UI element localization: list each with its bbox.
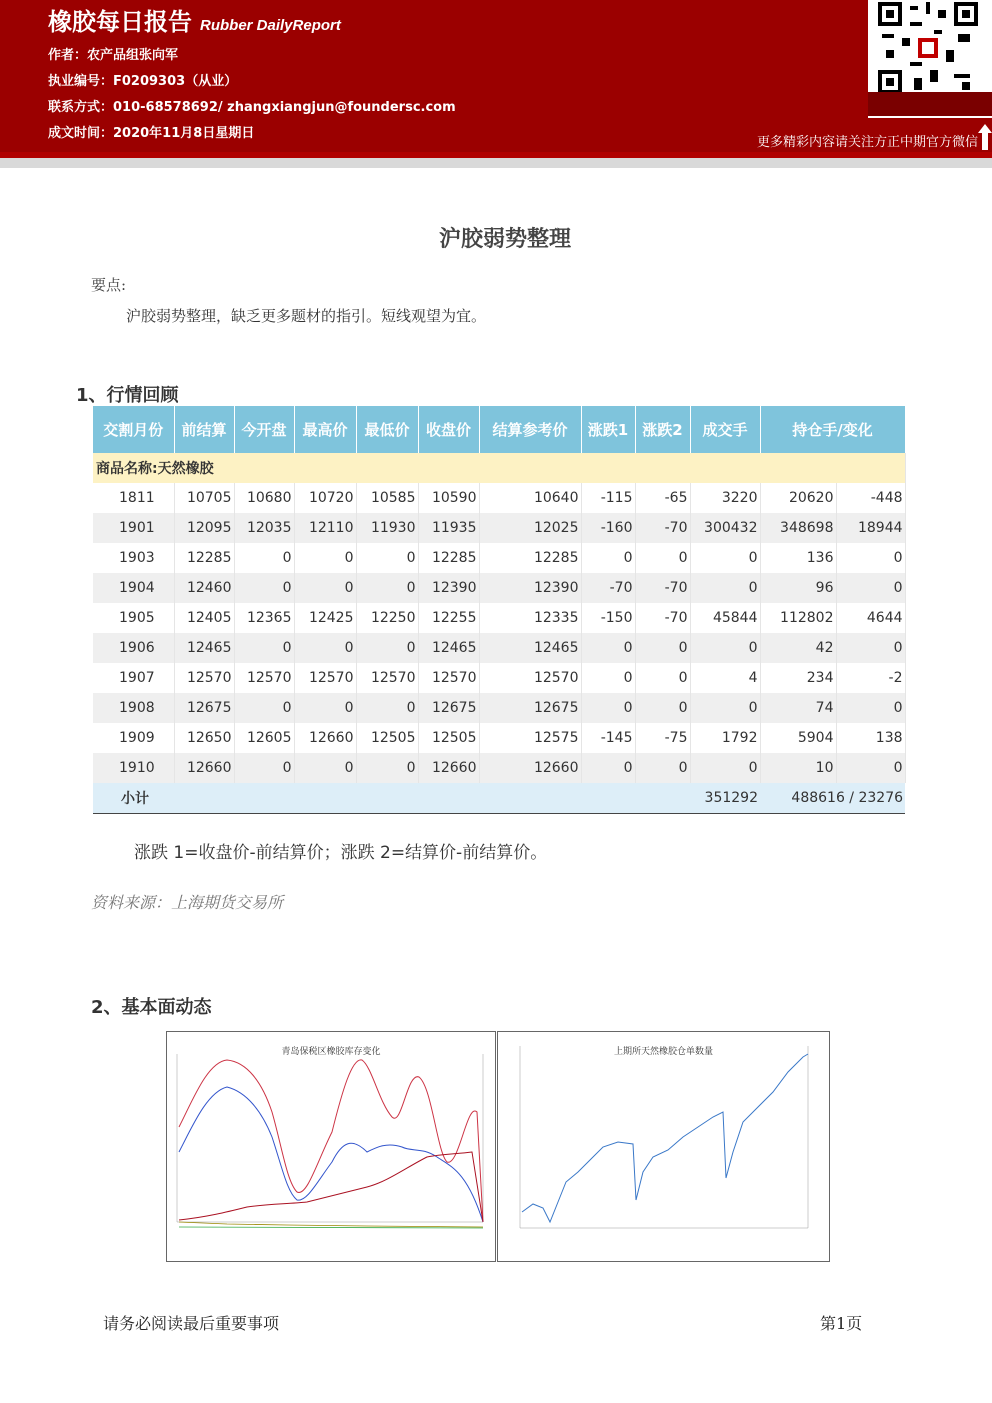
table-cell: 12660 [479,753,581,783]
table-cell: 1908 [93,693,174,723]
product-name: 商品名称:天然橡胶 [93,453,905,483]
table-cell: 0 [356,633,418,663]
section-1-title: 1、行情回顾 [76,385,179,406]
table-cell: 12570 [234,663,294,693]
table-cell: -70 [635,603,690,633]
market-table [93,406,906,814]
table-cell: 12650 [174,723,234,753]
table-cell: 136 [760,543,836,573]
warehouse-receipt-chart-title: 上期所天然橡胶仓单数量 [613,1047,713,1057]
table-cell: 12095 [174,513,234,543]
table-cell: 12460 [174,573,234,603]
contact-info: 联系方式：010-68578692/ zhangxiangjun@foundersc.com [48,100,456,115]
table-cell: 0 [356,753,418,783]
table-cell: 0 [836,693,905,723]
table-cell: 10720 [294,483,356,513]
inventory-chart [166,1031,496,1262]
total-label: 小计 [93,783,690,814]
table-cell: 1910 [93,753,174,783]
section-2-title: 2、基本面动态 [91,997,212,1018]
col-header: 最低价 [356,406,418,453]
table-cell: -448 [836,483,905,513]
table-cell: 74 [760,693,836,723]
table-cell: 12505 [356,723,418,753]
table-cell: 45844 [690,603,760,633]
table-cell: 0 [294,753,356,783]
table-cell: 0 [356,693,418,723]
table-row [93,723,905,753]
table-cell: 12675 [479,693,581,723]
table-row [93,693,905,723]
table-cell: 12285 [479,543,581,573]
table-cell: 42 [760,633,836,663]
total-volume: 351292 [690,783,760,814]
table-cell: -70 [635,513,690,543]
table-cell: 0 [581,753,635,783]
table-header-row [93,406,905,453]
table-cell: 0 [356,573,418,603]
table-cell: 10680 [234,483,294,513]
table-cell: 12505 [418,723,479,753]
table-cell: 0 [581,663,635,693]
table-cell: 1905 [93,603,174,633]
table-cell: 12110 [294,513,356,543]
table-cell: 0 [234,693,294,723]
table-cell: 11930 [356,513,418,543]
product-row [93,453,905,483]
table-cell: 138 [836,723,905,753]
table-cell: -75 [635,723,690,753]
table-cell: 18944 [836,513,905,543]
col-header: 持仓手/变化 [760,406,905,453]
table-cell: 0 [690,543,760,573]
col-header: 最高价 [294,406,356,453]
table-cell: 0 [581,543,635,573]
report-date: 成文时间：2020年11月8日星期日 [48,126,255,141]
table-cell: -150 [581,603,635,633]
footer-notice: 请务必阅读最后重要事项 [103,1314,280,1333]
table-cell: 0 [836,633,905,663]
col-header: 涨跌2 [635,406,690,453]
table-cell: 12405 [174,603,234,633]
document-title: 沪胶弱势整理 [438,227,571,252]
table-cell: 12675 [174,693,234,723]
table-row [93,603,905,633]
header-band [0,158,992,168]
table-cell: 5904 [760,723,836,753]
table-cell: 12365 [234,603,294,633]
table-cell: 12660 [294,723,356,753]
table-cell: 0 [836,543,905,573]
warehouse-receipt-chart [497,1031,830,1262]
table-cell: 0 [294,573,356,603]
table-cell: -2 [836,663,905,693]
table-cell: 96 [760,573,836,603]
table-cell: -160 [581,513,635,543]
col-header: 收盘价 [418,406,479,453]
report-title-en: Rubber DailyReport [200,17,341,34]
key-points-label: 要点: [91,276,127,294]
table-cell: 12285 [418,543,479,573]
table-cell: 1906 [93,633,174,663]
table-cell: 0 [581,693,635,723]
table-row [93,663,905,693]
table-cell: 10 [760,753,836,783]
warehouse-receipt-chart-plot [498,1032,829,1261]
table-cell: 12570 [294,663,356,693]
table-cell: 112802 [760,603,836,633]
table-cell: 12570 [174,663,234,693]
table-cell: 1907 [93,663,174,693]
table-cell: 0 [581,633,635,663]
table-row [93,483,905,513]
table-cell: 1792 [690,723,760,753]
table-cell: 11935 [418,513,479,543]
key-points-text: 沪胶弱势整理，缺乏更多题材的指引。短线观望为宜。 [126,307,487,325]
table-cell: 0 [836,573,905,603]
table-cell: -145 [581,723,635,753]
table-row [93,573,905,603]
table-cell: -65 [635,483,690,513]
table-row [93,513,905,543]
table-cell: 0 [234,573,294,603]
table-cell: -115 [581,483,635,513]
table-cell: 0 [356,543,418,573]
table-cell: 12675 [418,693,479,723]
table-cell: 300432 [690,513,760,543]
col-header: 交割月份 [93,406,174,453]
table-cell: 12285 [174,543,234,573]
table-cell: 4644 [836,603,905,633]
table-cell: 12255 [418,603,479,633]
table-row [93,633,905,663]
table-cell: 0 [836,753,905,783]
table-cell: 0 [294,693,356,723]
table-cell: 12025 [479,513,581,543]
table-row [93,543,905,573]
table-cell: 20620 [760,483,836,513]
table-cell: -70 [635,573,690,603]
follow-wechat-text: 更多精彩内容请关注方正中期官方微信 [756,135,978,150]
table-cell: 10590 [418,483,479,513]
table-cell: 12570 [418,663,479,693]
qr-code-icon [878,2,978,94]
total-open-interest: 488616 / 23276 [760,783,905,814]
table-cell: 348698 [760,513,836,543]
table-cell: 12465 [418,633,479,663]
table-cell: 0 [234,753,294,783]
table-cell: 12390 [479,573,581,603]
table-cell: 0 [635,543,690,573]
table-cell: 12570 [356,663,418,693]
col-header: 成交手 [690,406,760,453]
license-number: 执业编号：F0209303（从业） [48,74,238,89]
table-cell: 12335 [479,603,581,633]
table-cell: 12425 [294,603,356,633]
table-cell: 12575 [479,723,581,753]
table-cell: 0 [690,573,760,603]
table-cell: 0 [635,633,690,663]
table-cell: 0 [690,693,760,723]
col-header: 今开盘 [234,406,294,453]
table-cell: 0 [294,543,356,573]
total-row [93,783,905,814]
table-cell: 3220 [690,483,760,513]
table-cell: 0 [294,633,356,663]
table-cell: 1811 [93,483,174,513]
table-cell: 10585 [356,483,418,513]
table-cell: 0 [635,693,690,723]
table-cell: 0 [234,543,294,573]
table-cell: 12570 [479,663,581,693]
table-cell: 12465 [174,633,234,663]
report-header [0,0,992,158]
table-cell: 1909 [93,723,174,753]
qr-footer-bar [868,92,992,116]
inventory-chart-plot [167,1032,495,1261]
author: 作者：农产品组张向军 [48,48,179,63]
table-cell: 12250 [356,603,418,633]
table-cell: 12605 [234,723,294,753]
col-header: 涨跌1 [581,406,635,453]
page-number: 第1页 [820,1314,863,1333]
table-cell: 0 [234,633,294,663]
table-cell: 1904 [93,573,174,603]
arrow-up-icon [978,124,992,150]
table-cell: 12660 [174,753,234,783]
table-cell: 12465 [479,633,581,663]
table-cell: 10705 [174,483,234,513]
table-cell: 1903 [93,543,174,573]
table-cell: 12035 [234,513,294,543]
table-cell: 12390 [418,573,479,603]
table-row [93,753,905,783]
inventory-chart-title: 青岛保税区橡胶库存变化 [281,1047,381,1057]
data-source: 资料来源：上海期货交易所 [91,893,284,912]
table-cell: 0 [690,633,760,663]
table-cell: 10640 [479,483,581,513]
table-cell: 0 [690,753,760,783]
report-title: 橡胶每日报告 Rubber DailyReport [48,8,341,36]
table-cell: -70 [581,573,635,603]
table-note: 涨跌 1=收盘价-前结算价；涨跌 2=结算价-前结算价。 [134,843,548,863]
table-cell: 4 [690,663,760,693]
table-cell: 234 [760,663,836,693]
col-header: 前结算 [174,406,234,453]
table-cell: 1901 [93,513,174,543]
table-cell: 0 [635,663,690,693]
table-cell: 12660 [418,753,479,783]
table-cell: 0 [635,753,690,783]
col-header: 结算参考价 [479,406,581,453]
